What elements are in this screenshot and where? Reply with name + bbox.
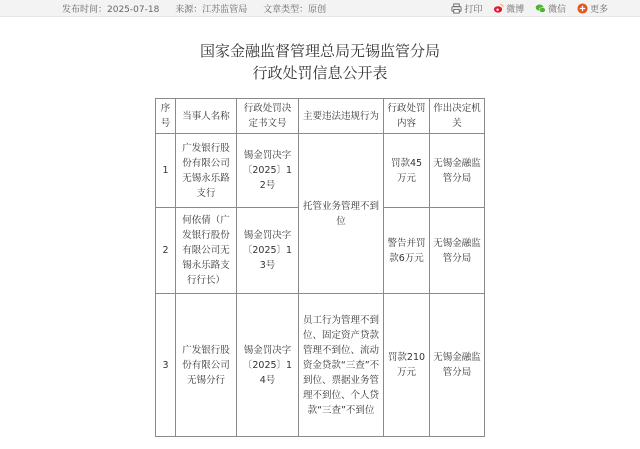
row-penalty: 罚款45万元	[384, 134, 430, 208]
page-subtitle: 行政处罚信息公开表	[252, 64, 388, 82]
printer-icon	[451, 3, 462, 14]
article-type: 文章类型：原创	[263, 5, 327, 15]
header-doc-no: 行政处罚决定书文号	[237, 99, 299, 134]
row-no: 2	[156, 208, 176, 294]
print-label: 打印	[464, 5, 483, 15]
article-source: 来源：江苏监管局	[175, 5, 248, 15]
header-violation: 主要违法违规行为	[299, 99, 384, 134]
row-no: 3	[156, 294, 176, 437]
header-no: 序号	[156, 99, 176, 134]
row-party: 广发银行股份有限公司无锡分行	[176, 294, 237, 437]
row-no: 1	[156, 134, 176, 208]
row-party: 何依倩（广发银行股份有限公司无锡永乐路支行行长）	[176, 208, 237, 294]
penalty-info-table	[155, 98, 485, 437]
publish-date: 发布时间：2025-07-18	[62, 5, 160, 15]
weibo-label: 微博	[506, 5, 525, 15]
header-penalty: 行政处罚内容	[384, 99, 430, 134]
header-party: 当事人名称	[176, 99, 237, 134]
row-penalty: 罚款210万元	[384, 294, 430, 437]
weibo-share-button[interactable]	[493, 2, 524, 15]
article-meta	[62, 2, 339, 15]
weibo-icon	[493, 3, 504, 14]
table-header-row	[156, 99, 485, 134]
row-violation: 员工行为管理不到位、固定资产贷款管理不到位、流动资金贷款“三查”不到位、票据业务管理不到位、个人贷款“三查”不到位	[299, 294, 384, 437]
page-title: 国家金融监督管理总局无锡监管分局	[199, 42, 440, 60]
row-authority: 无锡金融监管分局	[430, 208, 485, 294]
table-row	[156, 294, 485, 437]
row-violation-merged: 托管业务管理不到位	[299, 134, 384, 294]
header-authority: 作出决定机关	[430, 99, 485, 134]
wechat-icon	[535, 3, 546, 14]
row-authority: 无锡金融监管分局	[430, 294, 485, 437]
row-authority: 无锡金融监管分局	[430, 134, 485, 208]
row-party: 广发银行股份有限公司无锡永乐路支行	[176, 134, 237, 208]
share-bar	[443, 2, 608, 17]
row-doc-no: 锡金罚决字〔2025〕13号	[237, 208, 299, 294]
more-icon	[577, 3, 588, 14]
row-doc-no: 锡金罚决字〔2025〕14号	[237, 294, 299, 437]
wechat-label: 微信	[548, 5, 567, 15]
top-meta-bar	[0, 0, 640, 17]
more-label: 更多	[589, 5, 608, 15]
print-button[interactable]	[451, 2, 482, 15]
row-penalty: 警告并罚款6万元	[384, 208, 430, 294]
table-row	[156, 134, 485, 208]
more-share-button[interactable]	[577, 2, 608, 15]
wechat-share-button[interactable]	[535, 2, 566, 15]
row-doc-no: 锡金罚决字〔2025〕12号	[237, 134, 299, 208]
